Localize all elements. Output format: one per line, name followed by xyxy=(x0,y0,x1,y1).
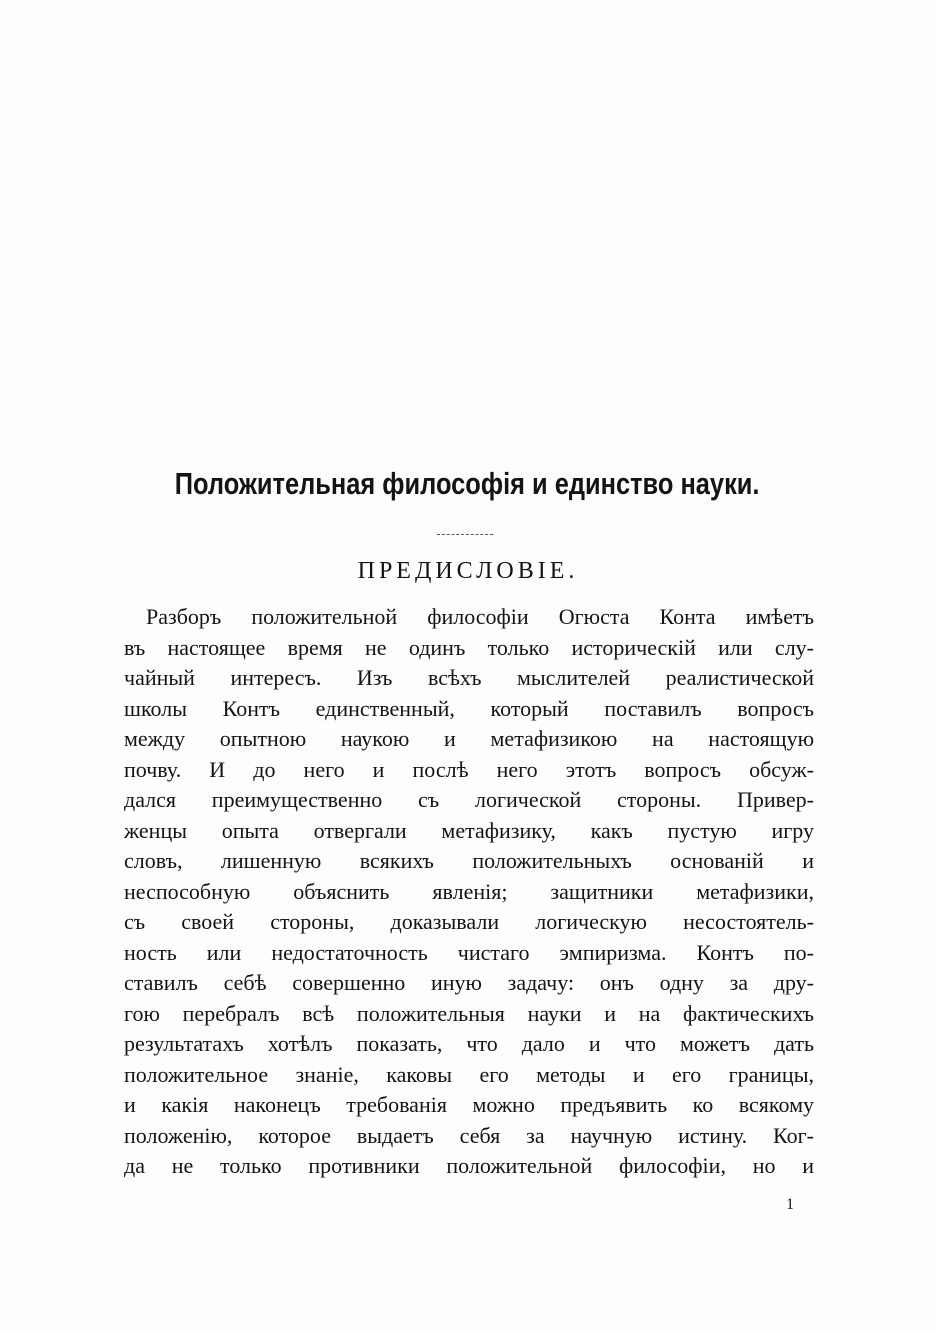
body-text xyxy=(124,602,814,1182)
section-heading: ПРЕДИСЛОВІЕ. xyxy=(357,558,579,584)
text-line: положительное знаніе, каковы его методы и его границы, xyxy=(124,1061,814,1087)
text-line: положенію, которое выдаетъ себя за научную истину. Ког- xyxy=(124,1122,814,1148)
text-line: ность или недостаточность чистаго эмпиризма. Контъ по- xyxy=(124,939,814,965)
text-line: да не только противники положительной философіи, но и xyxy=(124,1153,814,1178)
text-line: словъ, лишенную всякихъ положительныхъ основаній и xyxy=(124,848,814,873)
text-line: женцы опыта отвергали метафизику, какъ пустую игру xyxy=(124,817,814,843)
divider xyxy=(437,534,493,535)
page-title: Положительная философія и единство науки. xyxy=(174,466,760,501)
text-line: въ настоящее время не одинъ только историческій или слу- xyxy=(124,634,814,660)
text-line: и какія наконецъ требованія можно предъявить ко всякому xyxy=(124,1092,814,1117)
page-number: 1 xyxy=(786,1196,794,1213)
text-line: неспособную объяснить явленія; защитники метафизики, xyxy=(124,878,814,904)
text-line: ставилъ себѣ совершенно иную задачу: онъ одну за дру- xyxy=(124,970,814,995)
text-line: школы Контъ единственный, который поставилъ вопросъ xyxy=(124,695,814,721)
text-line: гою перебралъ всѣ положительныя науки и на фактическихъ xyxy=(124,1000,814,1026)
text-line: Разборъ положительной философіи Огюста Конта имѣетъ xyxy=(146,604,814,629)
text-line: чайный интересъ. Изъ всѣхъ мыслителей реалистической xyxy=(124,665,814,690)
text-line: между опытною наукою и метафизикою на настоящую xyxy=(124,726,814,751)
text-line: дался преимущественно съ логической стороны. Привер- xyxy=(124,787,814,812)
text-line: результатахъ хотѣлъ показать, что дало и что можетъ дать xyxy=(124,1031,814,1056)
text-line: съ своей стороны, доказывали логическую несостоятель- xyxy=(124,909,814,934)
text-line: почву. И до него и послѣ него этотъ вопросъ обсуж- xyxy=(124,756,814,782)
